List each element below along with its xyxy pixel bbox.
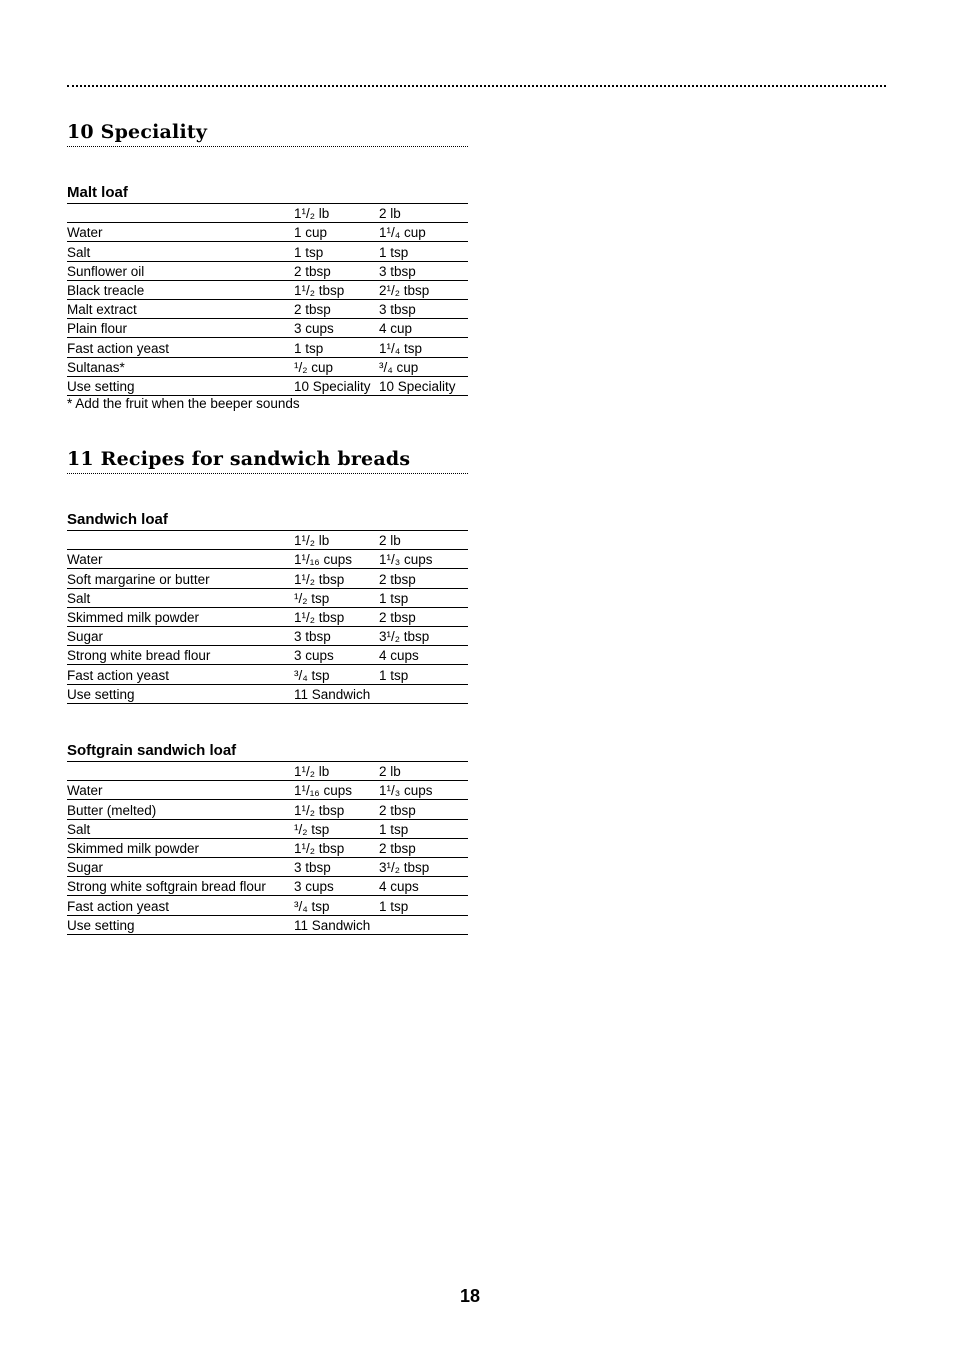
cell-small-loaf-amount: 3 cups [294,319,379,338]
cell-small-loaf-amount: 11 Sandwich [294,684,379,703]
cell-large-loaf-amount: 3¹/₂ tbsp [379,626,468,645]
cell-large-loaf-amount: 2¹/₂ tbsp [379,280,468,299]
cell-small-loaf-amount: 1¹/₂ lb [294,204,379,223]
table-row [67,684,468,703]
cell-ingredient: Fast action yeast [67,665,294,684]
cell-ingredient: Sunflower oil [67,261,294,280]
table-row [67,357,468,376]
table-row [67,242,468,261]
top-dotted-rule [67,85,886,87]
cell-small-loaf-amount: ¹/₂ tsp [294,588,379,607]
cell-ingredient: Strong white softgrain bread flour [67,877,294,896]
softgrain-sandwich-loaf-table [67,761,468,935]
table-row [67,819,468,838]
cell-large-loaf-amount: 2 tbsp [379,838,468,857]
cell-small-loaf-amount: 3 cups [294,646,379,665]
cell-ingredient: Sultanas* [67,357,294,376]
table-row [67,800,468,819]
recipe-title-malt-loaf: Malt loaf [67,184,128,201]
cell-ingredient: Black treacle [67,280,294,299]
cell-ingredient: Skimmed milk powder [67,607,294,626]
cell-large-loaf-amount: 1 tsp [379,819,468,838]
cell-ingredient: Strong white bread flour [67,646,294,665]
cell-small-loaf-amount: ¹/₂ tsp [294,819,379,838]
sandwich-loaf-table [67,530,468,704]
section-title-speciality: 10 Speciality [67,121,468,147]
cell-small-loaf-amount: 10 Speciality [294,376,379,395]
cell-ingredient: Salt [67,588,294,607]
cell-ingredient: Sugar [67,626,294,645]
cell-small-loaf-amount: 1¹/₂ lb [294,762,379,781]
section-title-sandwich-breads: 11 Recipes for sandwich breads [67,448,468,474]
cell-large-loaf-amount: 1 tsp [379,242,468,261]
table-row [67,781,468,800]
table-row [67,261,468,280]
recipe-title-sandwich-loaf: Sandwich loaf [67,511,168,528]
cell-small-loaf-amount: 1¹/₂ tbsp [294,569,379,588]
cell-large-loaf-amount: ³/₄ cup [379,357,468,376]
table-header-row [67,204,468,223]
cell-large-loaf-amount: 4 cup [379,319,468,338]
cell-small-loaf-amount: 3 tbsp [294,626,379,645]
page-number: 18 [459,1286,481,1306]
table-row [67,857,468,876]
cell-large-loaf-amount: 3 tbsp [379,299,468,318]
cell-small-loaf-amount: 1¹/₁₆ cups [294,550,379,569]
table-row [67,588,468,607]
cell-ingredient: Skimmed milk powder [67,838,294,857]
table-row [67,299,468,318]
cell-large-loaf-amount: 1¹/₄ cup [379,223,468,242]
cell-ingredient: Use setting [67,376,294,395]
malt-loaf-footnote: * Add the fruit when the beeper sounds [67,396,300,411]
cell-ingredient: Water [67,781,294,800]
cell-large-loaf-amount: 1¹/₄ tsp [379,338,468,357]
cell-large-loaf-amount: 1 tsp [379,588,468,607]
cell-ingredient: Soft margarine or butter [67,569,294,588]
cell-small-loaf-amount: 1 tsp [294,338,379,357]
table-row [67,646,468,665]
cell-large-loaf-amount: 3 tbsp [379,261,468,280]
table-row [67,280,468,299]
table-header-row [67,531,468,550]
cell-small-loaf-amount: ³/₄ tsp [294,665,379,684]
cell-ingredient: Fast action yeast [67,338,294,357]
table-row [67,223,468,242]
cell-small-loaf-amount: ¹/₂ cup [294,357,379,376]
table-row [67,877,468,896]
cell-large-loaf-amount: 4 cups [379,877,468,896]
cell-ingredient [67,531,294,550]
cell-small-loaf-amount: 2 tbsp [294,299,379,318]
cell-small-loaf-amount: 11 Sandwich [294,915,379,934]
cell-ingredient: Use setting [67,915,294,934]
cell-small-loaf-amount: 1¹/₂ tbsp [294,838,379,857]
malt-loaf-table [67,203,468,396]
cell-small-loaf-amount: ³/₄ tsp [294,896,379,915]
table-row [67,626,468,645]
table-row [67,915,468,934]
cell-small-loaf-amount: 1 cup [294,223,379,242]
cell-ingredient [67,762,294,781]
table-row [67,896,468,915]
cell-small-loaf-amount: 3 tbsp [294,857,379,876]
cell-small-loaf-amount: 1¹/₁₆ cups [294,781,379,800]
cell-small-loaf-amount: 1¹/₂ tbsp [294,607,379,626]
cell-large-loaf-amount: 2 lb [379,531,468,550]
cell-ingredient: Fast action yeast [67,896,294,915]
cell-large-loaf-amount: 1¹/₃ cups [379,781,468,800]
cell-large-loaf-amount: 2 lb [379,204,468,223]
cell-large-loaf-amount: 10 Speciality [379,376,468,395]
cell-ingredient: Salt [67,242,294,261]
cell-large-loaf-amount: 2 tbsp [379,800,468,819]
cell-small-loaf-amount: 1¹/₂ lb [294,531,379,550]
cell-large-loaf-amount [379,684,468,703]
cell-ingredient [67,204,294,223]
table-row [67,338,468,357]
cell-ingredient: Salt [67,819,294,838]
cell-large-loaf-amount: 1 tsp [379,896,468,915]
cell-small-loaf-amount: 1¹/₂ tbsp [294,280,379,299]
recipe-title-softgrain-sandwich-loaf: Softgrain sandwich loaf [67,742,237,759]
cell-small-loaf-amount: 1 tsp [294,242,379,261]
cell-ingredient: Sugar [67,857,294,876]
table-row [67,665,468,684]
cell-small-loaf-amount: 1¹/₂ tbsp [294,800,379,819]
table-row [67,569,468,588]
cell-large-loaf-amount: 2 tbsp [379,569,468,588]
table-row [67,376,468,395]
cell-large-loaf-amount: 1¹/₃ cups [379,550,468,569]
cell-large-loaf-amount [379,915,468,934]
table-row [67,550,468,569]
table-row [67,838,468,857]
cell-large-loaf-amount: 4 cups [379,646,468,665]
cell-ingredient: Butter (melted) [67,800,294,819]
cell-ingredient: Water [67,223,294,242]
table-header-row [67,762,468,781]
cell-large-loaf-amount: 2 tbsp [379,607,468,626]
cell-ingredient: Plain flour [67,319,294,338]
cell-large-loaf-amount: 2 lb [379,762,468,781]
cell-ingredient: Use setting [67,684,294,703]
cell-ingredient: Malt extract [67,299,294,318]
cell-large-loaf-amount: 1 tsp [379,665,468,684]
cell-ingredient: Water [67,550,294,569]
cell-large-loaf-amount: 3¹/₂ tbsp [379,857,468,876]
cell-small-loaf-amount: 2 tbsp [294,261,379,280]
table-row [67,607,468,626]
table-row [67,319,468,338]
cell-small-loaf-amount: 3 cups [294,877,379,896]
